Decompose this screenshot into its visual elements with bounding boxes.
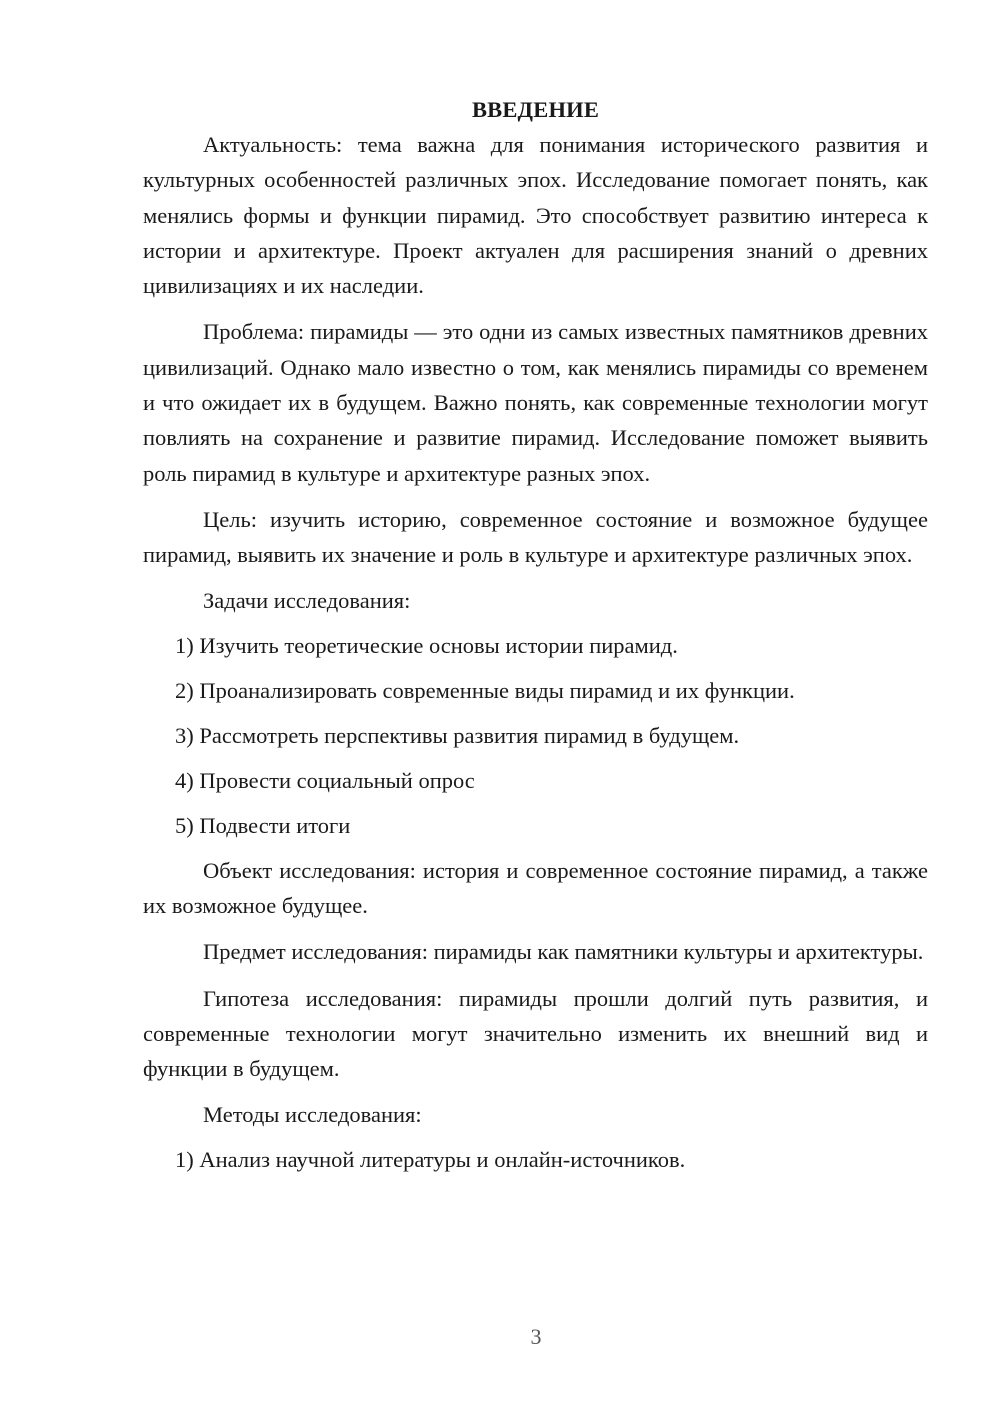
page-number: 3 [530,1324,542,1349]
problem-paragraph: Проблема: пирамиды — это одни из самых известных памятников древних цивилизаций. Однако мало известно о том, как менялись пирамиды со временем и что ожидает их в будущем. Важно понять, как современные технологии могут повлиять на сохранение и развитие пирамид. Исследование поможет выявить роль пирамид в культуре и архитектуре разных эпох. [143,319,928,486]
list-item: 1) Анализ научной литературы и онлайн-источников. [175,1146,686,1172]
tasks-list [143,628,928,843]
list-item: 3) Рассмотреть перспективы развития пирамид в будущем. [175,722,740,748]
methods-list [143,1142,928,1177]
list-item: 1) Изучить теоретические основы истории пирамид. [175,632,678,658]
list-item: 5) Подвести итоги [175,812,351,838]
document-page [143,92,928,1177]
goal-paragraph: Цель: изучить историю, современное состояние и возможное будущее пирамид, выявить их значение и роль в культуре и архитектуре различных эпох. [143,506,928,568]
tasks-title: Задачи исследования: [203,587,411,613]
list-item: 2) Проанализировать современные виды пирамид и их функции. [175,677,795,703]
hypothesis-paragraph: Гипотеза исследования: пирамиды прошли долгий путь развития, и современные технологии могут значительно изменить их внешний вид и функции в будущем. [143,985,928,1082]
subject-paragraph: Предмет исследования: пирамиды как памятники культуры и архитектуры. [203,939,924,965]
list-item: 4) Провести социальный опрос [175,767,475,793]
methods-title: Методы исследования: [203,1101,422,1127]
section-heading: ВВЕДЕНИЕ [471,97,600,122]
object-paragraph: Объект исследования: история и современное состояние пирамид, а также их возможное будущее. [143,857,928,919]
relevance-paragraph: Актуальность: тема важна для понимания исторического развития и культурных особенностей различных эпох. Исследование помогает понять, как менялись формы и функции пирамид. Это способствует развитию интереса к истории и архитектуре. Проект актуален для расширения знаний о древних цивилизациях и их наследии. [143,132,928,299]
